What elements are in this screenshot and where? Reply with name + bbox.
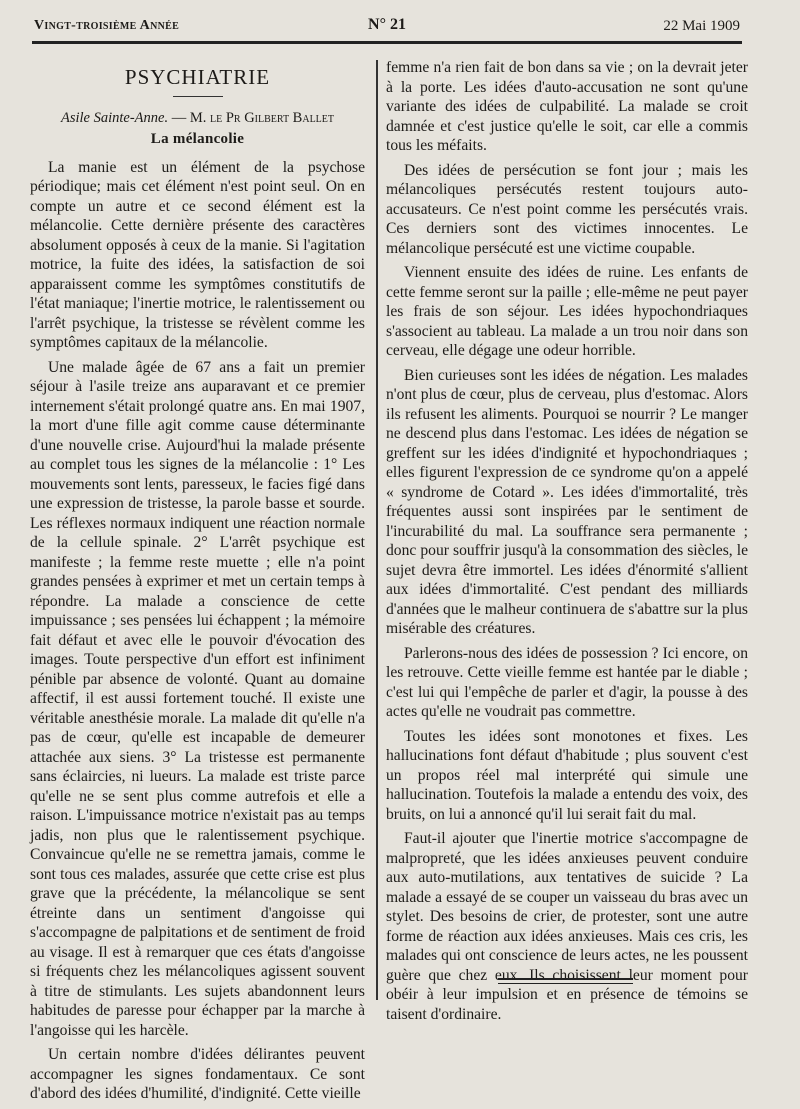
- volume-label: Vingt-troisième Année: [34, 18, 180, 33]
- byline-author: — M. le Pr Gilbert Ballet: [168, 110, 335, 126]
- paragraph: La manie est un élément de la psychose périodique; mais cet élément n'est point seul. On en compte un autre et ce second élément est la mélancolie. Cette dernière présente des caractères absolument opposés à ceux de la manie. Si l'agitation motrice, la fuite des idées, la satisfaction de soi apparaissent comme les symptômes constitutifs de l'état maniaque; l'inertie motrice, le ralentissement ou l'arrêt psychique, la tristesse se révèlent comme les symptômes capitaux de la mélancolie.: [30, 158, 365, 351]
- left-column: [30, 58, 365, 1109]
- paragraph: Parlerons-nous des idées de possession ? Ici encore, on les retrouve. Cette vieille femme est hantée par le diable ; c'est lui qui l'empêche de parler et d'agir, la pousse à des actes qu'elle ne voudrait pas commettre.: [386, 644, 748, 720]
- paragraph: Toutes les idées sont monotones et fixes. Les hallucinations font défaut d'habitude ; plus souvent c'est un propos réel mal interprété qui simule une hallucination. Toutefois la malade a entendu des voix, des bruits, on lui a annoncé qu'il lui serait fait du mal.: [386, 727, 748, 823]
- paragraph: Bien curieuses sont les idées de négation. Les malades n'ont plus de cœur, plus de cerveau, plus d'estomac. Alors ils refusent les aliments. Pourquoi se nourrir ? Le manger ne descend plus dans l'estomac. Les idées de négation se greffent sur les idées d'indignité et hypochondriaques ; elles figurent l'expression de ce syndrome qu'on a appelé « syndrome de Cotard ». Les idées d'immortalité, très fréquentes aussi sont inspirées par le sentiment de l'incurabilité du mal. La souffrance sera permanente ; donc pour souffrir jusqu'à la consommation des siècles, le sujet devra être immortel. Les idées d'énormité s'allient aux idées d'immortalité. C'est pendant des milliards d'années que le malheur continuera de s'abattre sur la plus misérable des créatures.: [386, 366, 748, 637]
- byline: [30, 109, 365, 127]
- section-title: PSYCHIATRIE: [124, 65, 271, 89]
- paragraph-continued: femme n'a rien fait de bon dans sa vie ; on la devrait jeter à la porte. Les idées d'auto-accusation ne sont qu'une variante des idées de culpabilité. La malade se croit damnée et c'est justice qu'elle le soit, car elle a commis tous les méfaits.: [386, 59, 748, 154]
- article-end-rule: [498, 978, 633, 984]
- paragraph: Une malade âgée de 67 ans a fait un premier séjour à l'asile treize ans auparavant et ce premier internement s'était prolongé quatre ans. En mai 1907, la mort d'une fille agit comme cause déterminante d'une nouvelle crise. Aujourd'hui la malade présente au complet tous les signes de la mélancolie : 1° Les mouvements sont lents, paresseux, le facies figé dans une expression de tristesse, la parole basse et sourde. Les réflexes normaux indiquent une réaction normale de la cellule spinale. 2° L'arrêt psychique est manifeste ; la femme reste muette ; elle n'a point grandes pensées à exprimer et met un certain temps à répondre. La malade a conscience de cette impuissance ; ses pensées lui échappent ; la mémoire fait défaut et avec elle le pouvoir d'évocation des images. Toute perspective d'un effort est infiniment pénible par absence de volonté. Quant au domaine affectif, il est aussi fortement touché. Il existe une véritable anesthésie morale. La malade dit qu'elle n'a pas de cœur, qu'elle est incapable de demeurer attachée aux siens. 3° La tristesse est permanente sans éclaircies, ni lueurs. La malade est triste parce qu'elle ne se sent plus comme autrefois et elle a raison. L'impuissance motrice n'existait pas au temps jadis, non plus que le ralentissement psychique. Convaincue qu'elle ne se remettra jamais, comme le sont tous ces malades, assurée que cette crise est plus grave que la précédente, la mélancolique se sent étreinte dans un sentiment d'angoisse qui s'accompagne de palpitations et de sentiment de froid au visage. Il est à remarquer que ces états d'angoisse si fréquents chez les mélancoliques agissent souvent à titre de stimulants. Les sujets abandonnent leurs habitudes de paresse pour échapper par la marche à l'angoisse qui les harcèle.: [30, 358, 365, 1039]
- paragraph: Des idées de persécution se font jour ; mais les mélancoliques persécutés restent toujours auto-accusateurs. Ce n'est point comme les persécutés vrais. Ces derniers sont des victimes innocentes. Le mélancolique persécuté est une victime coupable.: [386, 161, 748, 257]
- article-title: La mélancolie: [150, 131, 245, 147]
- issue-date: 22 Mai 1909: [663, 18, 740, 34]
- paragraph: Un certain nombre d'idées délirantes peuvent accompagner les signes fondamentaux. Ce sont d'abord des idées d'humilité, d'indignité. Cette vieille: [30, 1046, 365, 1102]
- right-column: [386, 58, 748, 1029]
- paragraph: Viennent ensuite des idées de ruine. Les enfants de cette femme seront sur la paille ; elle-même ne peut payer les frais de son séjour. Les idées hypochondriaques s'associent au tableau. La malade a un trou noir dans son cerveau, elle dégage une odeur horrible.: [386, 264, 748, 359]
- running-header: [34, 14, 740, 42]
- paragraph: Faut-il ajouter que l'inertie motrice s'accompagne de malpropreté, que les idées anxieuses peuvent conduire aux auto-mutilations, aux tentatives de suicide ? La malade a essayé de se couper un vaisseau du bras avec un stylet. Des besoins de crier, de protester, sont une autre forme de réaction aux idées anxieuses. Mais ces cris, les malades qui ont conscience de leurs actes, ne les poussent guère que chez eux. Ils choisissent leur moment pour obéir à leur impulsion et en présence de témoins se taisent d'ordinaire.: [386, 830, 748, 1023]
- column-divider: [376, 60, 378, 1000]
- title-rule: [173, 96, 223, 97]
- issue-number: N° 21: [368, 16, 406, 33]
- header-rule: [32, 41, 742, 44]
- byline-place: Asile Sainte-Anne.: [60, 110, 169, 126]
